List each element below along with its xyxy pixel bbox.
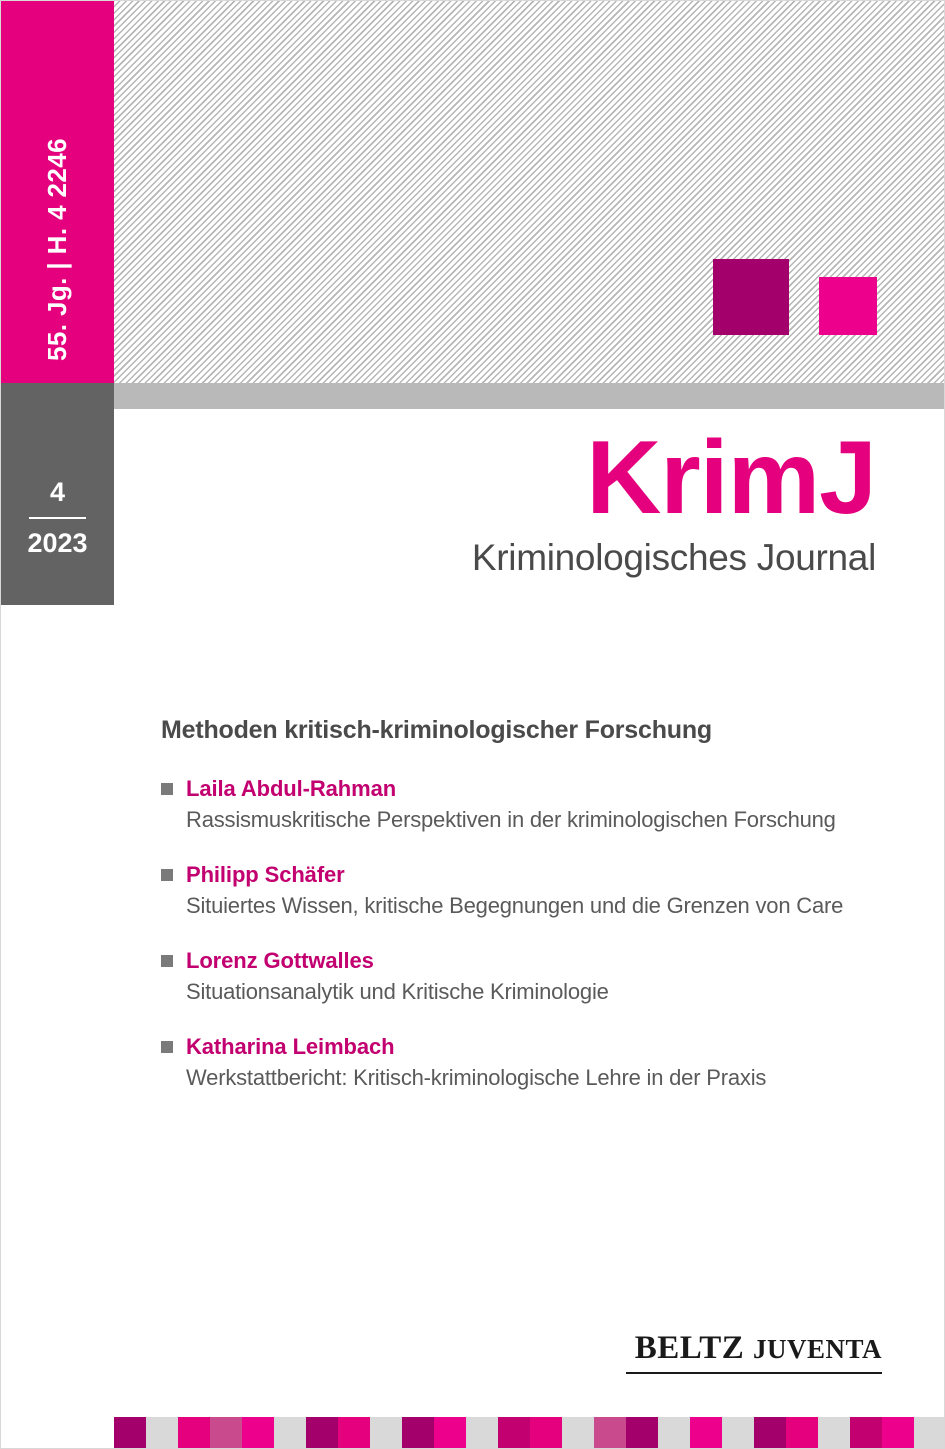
bottom-color-strip: [114, 1417, 945, 1448]
color-strip-cell: [114, 1417, 146, 1448]
issue-theme-title: Methoden kritisch-kriminologischer Forschung: [161, 716, 712, 744]
color-strip-cell: [754, 1417, 786, 1448]
color-strip-cell: [722, 1417, 754, 1448]
list-item: [161, 1033, 881, 1093]
color-strip-cell: [690, 1417, 722, 1448]
contents-list: [161, 716, 881, 1119]
publisher-logo: [626, 1330, 882, 1374]
color-strip-cell: [562, 1417, 594, 1448]
color-strip-cell: [530, 1417, 562, 1448]
color-strip-cell: [914, 1417, 945, 1448]
color-strip-cell: [370, 1417, 402, 1448]
color-strip-cell: [178, 1417, 210, 1448]
journal-subtitle: Kriminologisches Journal: [471, 537, 876, 578]
issue-year-box: [1, 383, 114, 605]
publisher-name: [626, 1330, 882, 1367]
color-strip-cell: [658, 1417, 690, 1448]
square-bullet-icon: [161, 1041, 173, 1053]
publisher-beltz: BELTZ: [634, 1330, 745, 1366]
entry-title: Rassismuskritische Perspektiven in der kriminologischen Forschung: [186, 807, 836, 832]
color-strip-cell: [786, 1417, 818, 1448]
list-item: [161, 775, 881, 835]
issue-year-divider: [29, 517, 86, 519]
entry-title: Situiertes Wissen, kritische Begegnungen und die Grenzen von Care: [186, 893, 844, 918]
entry-author: Katharina Leimbach: [186, 1034, 395, 1059]
color-strip-cell: [210, 1417, 242, 1448]
hatched-banner: [1, 1, 945, 383]
entry-author: Philipp Schäfer: [186, 862, 345, 887]
square-bullet-icon: [161, 783, 173, 795]
list-item: [161, 861, 881, 921]
grey-divider-bar: [114, 383, 945, 409]
square-bullet-icon: [161, 869, 173, 881]
entry-title: Werkstattbericht: Kritisch-kriminologische Lehre in der Praxis: [186, 1065, 767, 1090]
volume-issue-label: 55. Jg. | H. 4 2246: [42, 137, 72, 361]
issue-year: 2023: [27, 528, 88, 558]
color-strip-cell: [818, 1417, 850, 1448]
entry-author: Laila Abdul-Rahman: [186, 776, 397, 801]
color-strip-cell: [242, 1417, 274, 1448]
color-strip-cell: [274, 1417, 306, 1448]
color-strip-cell: [850, 1417, 882, 1448]
publisher-rule: [626, 1372, 882, 1374]
list-item: [161, 947, 881, 1007]
color-strip-cell: [466, 1417, 498, 1448]
color-strip-cell: [146, 1417, 178, 1448]
magenta-side-strip: [1, 1, 114, 383]
square-bullet-icon: [161, 955, 173, 967]
entry-author: Lorenz Gottwalles: [186, 948, 374, 973]
color-strip-cell: [338, 1417, 370, 1448]
issue-number: 4: [49, 477, 66, 507]
color-strip-cell: [626, 1417, 658, 1448]
publisher-juventa: JUVENTA: [752, 1334, 882, 1364]
decorative-square-dark: [713, 259, 789, 335]
color-strip-cell: [434, 1417, 466, 1448]
color-strip-cell: [594, 1417, 626, 1448]
color-strip-cell: [498, 1417, 530, 1448]
color-strip-cell: [882, 1417, 914, 1448]
entry-title: Situationsanalytik und Kritische Kriminologie: [186, 979, 609, 1004]
color-strip-cell: [402, 1417, 434, 1448]
decorative-square-bright: [819, 277, 877, 335]
masthead: [471, 420, 876, 580]
journal-logo: KrimJ: [586, 420, 876, 536]
color-strip-cell: [306, 1417, 338, 1448]
